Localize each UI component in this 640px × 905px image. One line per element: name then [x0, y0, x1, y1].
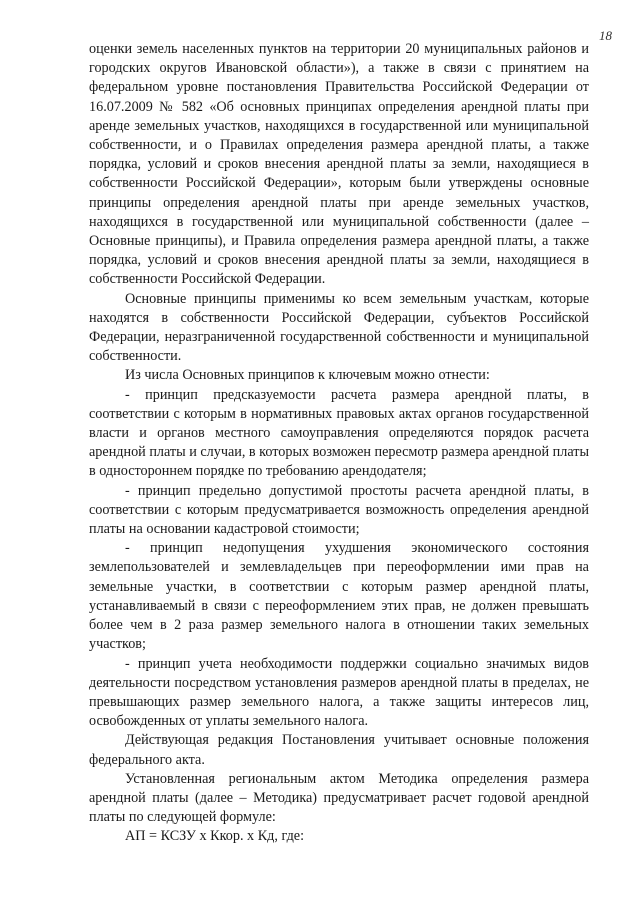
paragraph-principles-scope: Основные принципы применимы ко всем земельным участкам, которые находятся в собственности Российской Федерации, субъектов Российской Федерации, неразграниченной государственной собственности и муниципальной собственности. [89, 290, 589, 365]
list-item-no-deterioration: - принцип недопущения ухудшения экономического состояния землепользователей и землевладельцев при переоформлении ими прав на земельные участки, в соответствии с которым размер арендной платы, устанавливаемый в связи с переоформлением этих прав, не должен превышать более чем в 2 раза размер земельного налога в отношении таких земельных участков; [89, 540, 589, 653]
list-item-predictability: - принцип предсказуемости расчета размера арендной платы, в соответствии с которым в нормативных правовых актах органов государственной власти и органов местного самоуправления определяются порядок расчета арендной платы и случаи, в которых возможен пересмотр размера арендной платы в одностороннем порядке по требованию арендодателя; [89, 386, 589, 480]
paragraph-continuation: оценки земель населенных пунктов на территории 20 муниципальных районов и городских округов Ивановской области»), а также в связи с принятием на федеральном уровне постановления Правительства Российской Федерации от 16.07.2009 № 582 «Об основных принципах определения арендной платы при аренде земельных участков, находящихся в государственной или муниципальной собственности, и о Правилах определения размера арендной платы, а также порядка, условий и сроков внесения арендной платы за земли, находящиеся в собственности Российской Федерации», которым были утверждены основные принципы определения арендной платы при аренде земельных участков, находящихся в государственной или муниципальной собственности (далее – Основные принципы), и Правила определения размера арендной платы, а также порядка, условий и сроков внесения арендной платы за земли, находящиеся в собственности Российской Федерации. [89, 41, 589, 288]
page-number: 18 [599, 28, 612, 43]
rent-formula: АП = КСЗУ х Ккор. х Кд, где: [125, 828, 305, 845]
document-body [89, 40, 589, 847]
paragraph-key-principles-intro: Из числа Основных принципов к ключевым можно отнести: [125, 367, 490, 384]
list-item-social-support: - принцип учета необходимости поддержки социально значимых видов деятельности посредством установления размеров арендной платы в пределах, не превышающих размер земельного налога, а также защиты интересов лиц, освобожденных от уплаты земельного налога. [89, 655, 589, 730]
paragraph-current-edition: Действующая редакция Постановления учитывает основные положения федерального акта. [89, 732, 589, 768]
paragraph-methodology: Установленная региональным актом Методика определения размера арендной платы (далее – Методика) предусматривает расчет годовой арендной платы по следующей формуле: [89, 770, 589, 826]
list-item-simplicity: - принцип предельно допустимой простоты расчета арендной платы, в соответствии с которым предусматривается возможность определения арендной платы на основании кадастровой стоимости; [89, 482, 589, 538]
